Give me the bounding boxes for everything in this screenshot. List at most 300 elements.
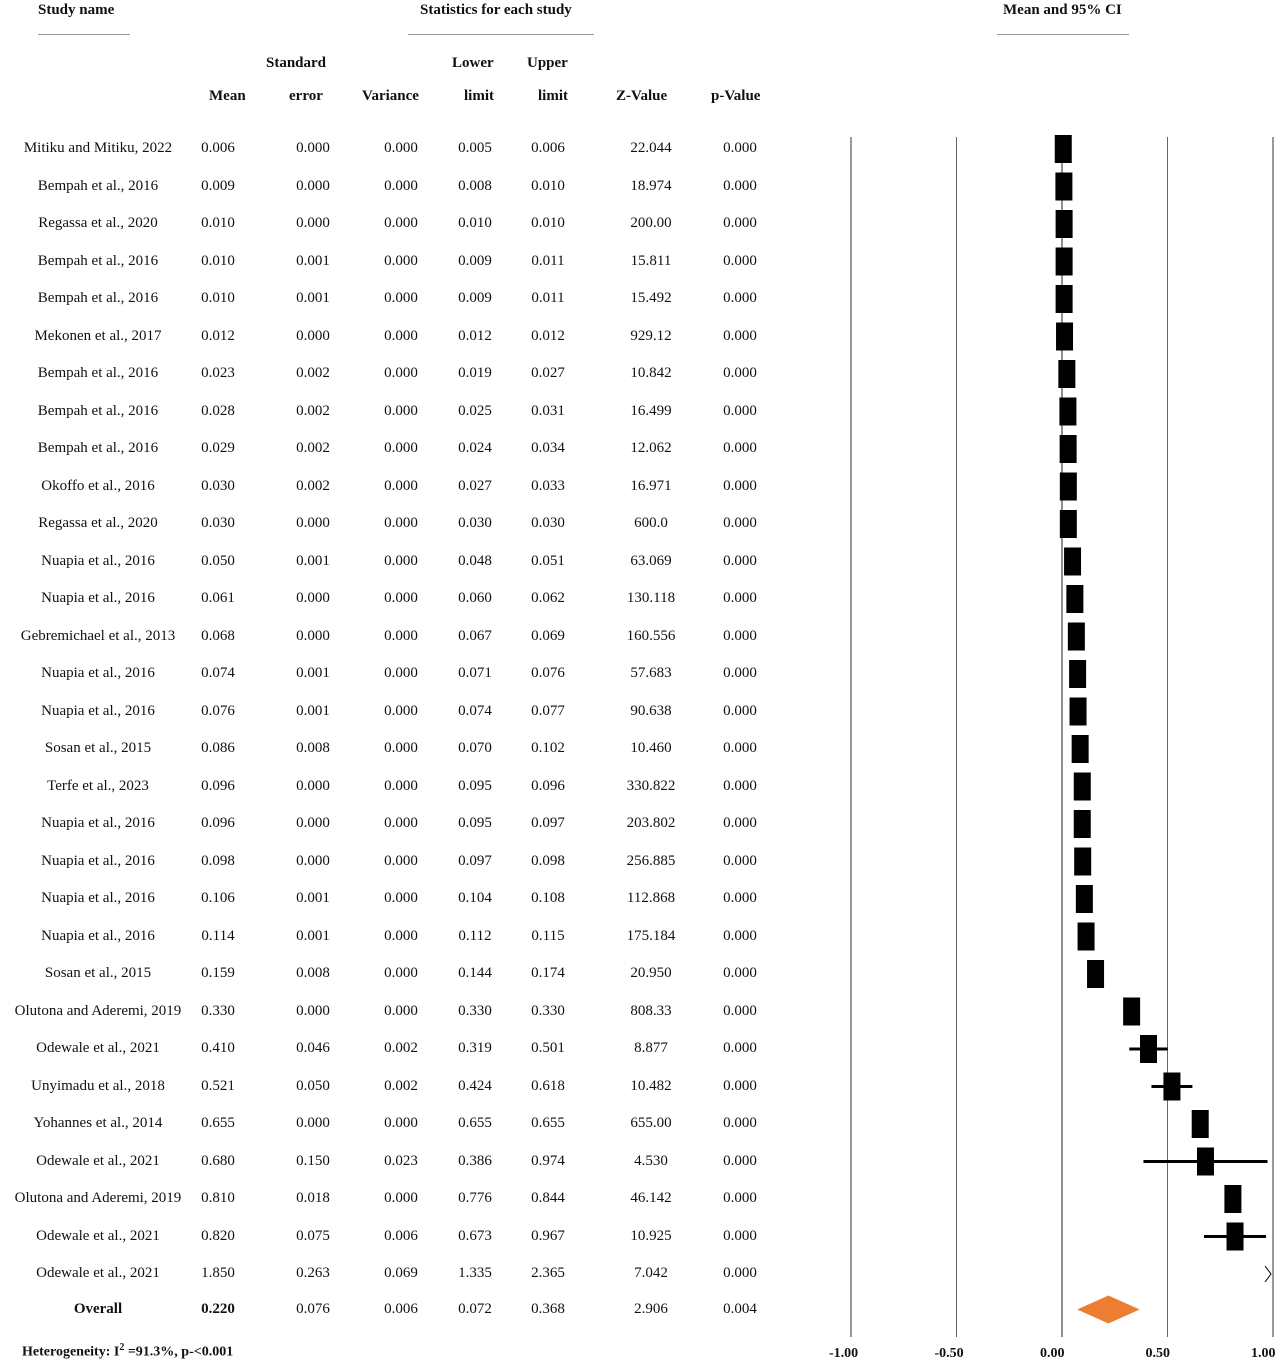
upper-cell: 0.012 xyxy=(531,327,565,344)
mean-cell: 0.521 xyxy=(201,1077,235,1094)
study-box-marker xyxy=(1058,360,1075,388)
variance-cell: 0.000 xyxy=(384,665,418,681)
study-box-marker xyxy=(1070,698,1087,726)
lower-cell: 0.067 xyxy=(458,627,492,644)
study-name-cell: Bempah et al., 2016 xyxy=(37,290,159,306)
z-cell: 10.842 xyxy=(630,365,672,381)
overall-label: Overall xyxy=(73,1300,123,1317)
study-name-cell: Olutona and Aderemi, 2019 xyxy=(14,1190,182,1206)
se-cell: 0.001 xyxy=(296,890,330,906)
se-cell: 0.000 xyxy=(296,327,330,344)
z-cell: 2.906 xyxy=(634,1300,668,1317)
study-box-marker xyxy=(1197,1148,1214,1176)
upper-cell: 0.174 xyxy=(531,965,565,981)
upper-cell: 0.501 xyxy=(531,1040,565,1056)
study-box-marker xyxy=(1224,1185,1241,1213)
lower-cell: 0.070 xyxy=(458,740,492,756)
p-cell: 0.000 xyxy=(723,290,757,306)
se-cell: 0.000 xyxy=(296,627,330,644)
z-cell: 929.12 xyxy=(630,327,672,344)
z-cell: 20.950 xyxy=(630,965,672,981)
z-cell: 15.492 xyxy=(630,290,672,306)
mean-cell: 0.050 xyxy=(201,552,235,569)
lower-cell: 0.009 xyxy=(458,252,492,269)
variance-cell: 0.000 xyxy=(384,1115,418,1131)
study-name-cell: Bempah et al., 2016 xyxy=(37,177,159,194)
study-name-cell: Nuapia et al., 2016 xyxy=(41,815,155,831)
z-cell: 10.482 xyxy=(630,1077,672,1094)
z-cell: 4.530 xyxy=(634,1152,668,1169)
study-name-cell: Odewale et al., 2021 xyxy=(36,1227,160,1244)
p-cell: 0.000 xyxy=(723,177,757,194)
study-box-marker xyxy=(1056,210,1073,238)
z-cell: 57.683 xyxy=(630,665,672,681)
upper-cell: 0.010 xyxy=(531,215,565,231)
se-cell: 0.263 xyxy=(296,1265,330,1281)
se-cell: 0.050 xyxy=(296,1077,330,1094)
p-cell: 0.000 xyxy=(723,590,757,606)
study-name-cell: Sosan et al., 2015 xyxy=(44,740,152,756)
p-cell: 0.000 xyxy=(723,1265,757,1281)
variance-cell: 0.006 xyxy=(384,1300,418,1317)
se-cell: 0.076 xyxy=(296,1300,330,1317)
upper-cell: 0.974 xyxy=(531,1152,565,1169)
upper-cell: 0.618 xyxy=(531,1077,565,1094)
mean-cell: 1.850 xyxy=(201,1265,235,1281)
study-box-marker xyxy=(1064,548,1081,576)
se-cell: 0.002 xyxy=(296,477,330,494)
study-box-marker xyxy=(1056,248,1073,276)
offscale-arrow-marker xyxy=(1265,1266,1271,1282)
mean-cell: 0.220 xyxy=(201,1300,235,1317)
lower-cell: 0.071 xyxy=(458,665,492,681)
z-cell: 7.042 xyxy=(634,1265,668,1281)
mean-header: Mean xyxy=(209,88,246,104)
lower-cell: 0.024 xyxy=(458,440,492,456)
se-cell: 0.000 xyxy=(296,815,330,831)
variance-cell: 0.000 xyxy=(384,927,418,944)
se-cell: 0.150 xyxy=(296,1152,330,1169)
study-box-marker xyxy=(1072,735,1089,763)
se-header-line1: Standard xyxy=(266,55,327,71)
study-box-marker xyxy=(1227,1223,1244,1251)
se-cell: 0.000 xyxy=(296,177,330,194)
study-name-cell: Nuapia et al., 2016 xyxy=(41,890,155,906)
x-tick-label: -1.00 xyxy=(829,1346,859,1361)
z-cell: 203.802 xyxy=(626,815,676,831)
mean-cell: 0.655 xyxy=(201,1115,235,1131)
se-cell: 0.046 xyxy=(296,1040,330,1056)
p-cell: 0.000 xyxy=(723,852,757,869)
p-cell: 0.000 xyxy=(723,1227,757,1244)
p-cell: 0.000 xyxy=(723,777,757,794)
study-name-cell: Regassa et al., 2020 xyxy=(38,515,158,531)
p-cell: 0.000 xyxy=(723,327,757,344)
upper-cell: 0.011 xyxy=(531,252,565,269)
mean-cell: 0.068 xyxy=(201,627,235,644)
study-name-cell: Unyimadu et al., 2018 xyxy=(31,1077,165,1094)
se-cell: 0.000 xyxy=(296,515,330,531)
upper-cell: 0.102 xyxy=(531,740,565,756)
p-header: p-Value xyxy=(711,88,761,104)
study-name-cell: Sosan et al., 2015 xyxy=(44,965,152,981)
mean-cell: 0.010 xyxy=(201,215,235,231)
se-cell: 0.018 xyxy=(296,1190,330,1206)
lower-cell: 0.005 xyxy=(458,140,492,156)
study-box-marker xyxy=(1060,510,1077,538)
se-cell: 0.008 xyxy=(296,965,330,981)
mean-cell: 0.096 xyxy=(201,815,235,831)
mean-cell: 0.029 xyxy=(201,440,235,456)
heterogeneity-prefix: Heterogeneity: I xyxy=(22,1344,120,1360)
study-name-cell: Bempah et al., 2016 xyxy=(37,365,159,381)
study-box-marker xyxy=(1060,473,1077,501)
mean-cell: 0.028 xyxy=(201,402,235,419)
study-box-marker xyxy=(1076,885,1093,913)
heterogeneity-note xyxy=(22,1342,233,1361)
variance-cell: 0.000 xyxy=(384,890,418,906)
z-cell: 112.868 xyxy=(626,890,676,906)
lower-cell: 0.030 xyxy=(458,515,492,531)
p-cell: 0.000 xyxy=(723,927,757,944)
lower-cell: 0.008 xyxy=(458,177,492,194)
se-cell: 0.001 xyxy=(296,252,330,269)
mean-cell: 0.820 xyxy=(201,1227,235,1244)
p-cell: 0.000 xyxy=(723,1077,757,1094)
upper-cell: 0.097 xyxy=(531,815,565,831)
study-name-cell: Bempah et al., 2016 xyxy=(37,440,159,456)
mean-cell: 0.009 xyxy=(201,177,235,194)
lower-cell: 1.335 xyxy=(458,1265,492,1281)
z-cell: 46.142 xyxy=(630,1190,672,1206)
p-cell: 0.000 xyxy=(723,552,757,569)
se-header-line2: error xyxy=(289,88,323,104)
z-cell: 22.044 xyxy=(630,140,672,156)
variance-cell: 0.000 xyxy=(384,402,418,419)
lower-header-line1: Lower xyxy=(452,55,494,71)
upper-cell: 0.010 xyxy=(531,177,565,194)
study-box-marker xyxy=(1192,1110,1209,1138)
z-cell: 15.811 xyxy=(630,252,672,269)
z-header: Z-Value xyxy=(616,88,668,104)
z-cell: 63.069 xyxy=(630,552,672,569)
mean-cell: 0.030 xyxy=(201,477,235,494)
p-cell: 0.000 xyxy=(723,702,757,719)
upper-cell: 0.096 xyxy=(531,777,565,794)
study-name-cell: Nuapia et al., 2016 xyxy=(41,590,155,606)
variance-cell: 0.000 xyxy=(384,365,418,381)
study-name-cell: Bempah et al., 2016 xyxy=(37,402,159,419)
mean-cell: 0.074 xyxy=(201,665,235,681)
upper-cell: 0.011 xyxy=(531,290,565,306)
upper-cell: 0.330 xyxy=(531,1002,565,1019)
study-name-cell: Nuapia et al., 2016 xyxy=(41,702,155,719)
upper-cell: 0.108 xyxy=(531,890,565,906)
z-cell: 16.499 xyxy=(630,402,672,419)
mean-cell: 0.061 xyxy=(201,590,235,606)
mean-cell: 0.030 xyxy=(201,515,235,531)
p-cell: 0.000 xyxy=(723,740,757,756)
lower-cell: 0.424 xyxy=(458,1077,492,1094)
se-cell: 0.000 xyxy=(296,140,330,156)
study-box-marker xyxy=(1055,173,1072,201)
p-cell: 0.000 xyxy=(723,365,757,381)
study-box-marker xyxy=(1060,435,1077,463)
lower-cell: 0.010 xyxy=(458,215,492,231)
study-box-marker xyxy=(1055,135,1072,163)
variance-cell: 0.006 xyxy=(384,1227,418,1244)
se-cell: 0.008 xyxy=(296,740,330,756)
p-cell: 0.000 xyxy=(723,215,757,231)
variance-cell: 0.000 xyxy=(384,740,418,756)
overall-diamond xyxy=(1077,1296,1139,1324)
variance-cell: 0.000 xyxy=(384,1002,418,1019)
study-name-cell: Gebremichael et al., 2013 xyxy=(20,627,176,644)
upper-cell: 0.077 xyxy=(531,702,565,719)
x-tick-label: 0.00 xyxy=(1040,1346,1065,1361)
variance-cell: 0.000 xyxy=(384,252,418,269)
study-box-marker xyxy=(1069,660,1086,688)
upper-cell: 0.069 xyxy=(531,627,565,644)
upper-cell: 0.027 xyxy=(531,365,565,381)
z-cell: 10.460 xyxy=(630,740,672,756)
lower-cell: 0.048 xyxy=(458,552,492,569)
study-name-cell: Regassa et al., 2020 xyxy=(38,215,158,231)
variance-cell: 0.000 xyxy=(384,815,418,831)
p-cell: 0.000 xyxy=(723,1115,757,1131)
study-box-marker xyxy=(1066,585,1083,613)
mean-cell: 0.098 xyxy=(201,852,235,869)
p-cell: 0.000 xyxy=(723,1152,757,1169)
lower-cell: 0.104 xyxy=(458,890,492,906)
p-cell: 0.000 xyxy=(723,965,757,981)
p-cell: 0.000 xyxy=(723,402,757,419)
mean-cell: 0.086 xyxy=(201,740,235,756)
upper-cell: 0.844 xyxy=(531,1190,565,1206)
p-cell: 0.000 xyxy=(723,627,757,644)
x-tick-label: 1.00 xyxy=(1251,1346,1276,1361)
upper-cell: 0.006 xyxy=(531,140,565,156)
upper-cell: 2.365 xyxy=(531,1265,565,1281)
variance-cell: 0.000 xyxy=(384,477,418,494)
study-name-cell: Okoffo et al., 2016 xyxy=(41,477,155,494)
mean-cell: 0.023 xyxy=(201,365,235,381)
z-cell: 175.184 xyxy=(626,927,676,944)
variance-cell: 0.000 xyxy=(384,777,418,794)
variance-cell: 0.000 xyxy=(384,515,418,531)
variance-cell: 0.000 xyxy=(384,965,418,981)
mean-cell: 0.159 xyxy=(201,965,235,981)
lower-cell: 0.074 xyxy=(458,702,492,719)
se-cell: 0.001 xyxy=(296,290,330,306)
upper-cell: 0.062 xyxy=(531,590,565,606)
lower-cell: 0.095 xyxy=(458,815,492,831)
upper-cell: 0.098 xyxy=(531,852,565,869)
variance-cell: 0.023 xyxy=(384,1152,418,1169)
lower-cell: 0.019 xyxy=(458,365,492,381)
variance-cell: 0.000 xyxy=(384,440,418,456)
variance-cell: 0.000 xyxy=(384,327,418,344)
mean-cell: 0.680 xyxy=(201,1152,235,1169)
p-cell: 0.000 xyxy=(723,1190,757,1206)
upper-cell: 0.076 xyxy=(531,665,565,681)
se-cell: 0.001 xyxy=(296,702,330,719)
mean-cell: 0.106 xyxy=(201,890,235,906)
z-cell: 200.00 xyxy=(630,215,672,231)
heterogeneity-suffix: =91.3%, p-<0.001 xyxy=(124,1344,234,1360)
study-box-marker xyxy=(1074,773,1091,801)
mean-cell: 0.114 xyxy=(201,927,235,944)
study-box-marker xyxy=(1074,848,1091,876)
upper-cell: 0.030 xyxy=(531,515,565,531)
p-cell: 0.000 xyxy=(723,140,757,156)
study-name-cell: Bempah et al., 2016 xyxy=(37,252,159,269)
study-box-marker xyxy=(1074,810,1091,838)
se-cell: 0.000 xyxy=(296,215,330,231)
mean-cell: 0.410 xyxy=(201,1040,235,1056)
p-cell: 0.000 xyxy=(723,477,757,494)
p-cell: 0.000 xyxy=(723,665,757,681)
mean-cell: 0.330 xyxy=(201,1002,235,1019)
variance-cell: 0.002 xyxy=(384,1077,418,1094)
stats-title: Statistics for each study xyxy=(420,2,572,18)
lower-cell: 0.095 xyxy=(458,777,492,794)
se-cell: 0.000 xyxy=(296,852,330,869)
study-name-cell: Nuapia et al., 2016 xyxy=(41,852,155,869)
lower-cell: 0.144 xyxy=(458,965,492,981)
variance-cell: 0.000 xyxy=(384,177,418,194)
se-cell: 0.000 xyxy=(296,777,330,794)
upper-cell: 0.051 xyxy=(531,552,565,569)
lower-cell: 0.072 xyxy=(458,1300,492,1317)
z-cell: 808.33 xyxy=(630,1002,672,1019)
lower-cell: 0.112 xyxy=(458,927,492,944)
p-cell: 0.004 xyxy=(723,1300,757,1317)
variance-header: Variance xyxy=(362,88,419,104)
study-box-marker xyxy=(1078,923,1095,951)
study-box-marker xyxy=(1163,1073,1180,1101)
variance-cell: 0.000 xyxy=(384,702,418,719)
z-cell: 18.974 xyxy=(630,177,672,194)
study-name-cell: Odewale et al., 2021 xyxy=(36,1265,160,1281)
z-cell: 655.00 xyxy=(630,1115,672,1131)
lower-cell: 0.027 xyxy=(458,477,492,494)
study-box-marker xyxy=(1087,960,1104,988)
z-cell: 160.556 xyxy=(626,627,676,644)
x-tick-label: -0.50 xyxy=(934,1346,964,1361)
upper-header-line2: limit xyxy=(538,88,568,104)
lower-cell: 0.012 xyxy=(458,327,492,344)
mean-cell: 0.010 xyxy=(201,252,235,269)
variance-cell: 0.000 xyxy=(384,290,418,306)
ci-title: Mean and 95% CI xyxy=(1003,2,1122,18)
study-name-cell: Nuapia et al., 2016 xyxy=(41,927,155,944)
study-name-cell: Olutona and Aderemi, 2019 xyxy=(14,1002,182,1019)
study-name-cell: Odewale et al., 2021 xyxy=(36,1152,160,1169)
lower-cell: 0.009 xyxy=(458,290,492,306)
study-name-header: Study name xyxy=(38,2,115,18)
variance-cell: 0.069 xyxy=(384,1265,418,1281)
p-cell: 0.000 xyxy=(723,515,757,531)
variance-cell: 0.000 xyxy=(384,215,418,231)
lower-cell: 0.655 xyxy=(458,1115,492,1131)
se-cell: 0.000 xyxy=(296,590,330,606)
heterogeneity-sup: 2 xyxy=(119,1342,125,1353)
variance-cell: 0.002 xyxy=(384,1040,418,1056)
se-cell: 0.001 xyxy=(296,927,330,944)
se-cell: 0.000 xyxy=(296,1002,330,1019)
upper-cell: 0.967 xyxy=(531,1227,565,1244)
se-cell: 0.002 xyxy=(296,402,330,419)
variance-cell: 0.000 xyxy=(384,852,418,869)
lower-cell: 0.097 xyxy=(458,852,492,869)
lower-cell: 0.386 xyxy=(458,1152,492,1169)
se-cell: 0.075 xyxy=(296,1227,330,1244)
lower-cell: 0.319 xyxy=(458,1040,492,1056)
study-box-marker xyxy=(1123,998,1140,1026)
z-cell: 600.0 xyxy=(634,515,668,531)
study-name-cell: Yohannes et al., 2014 xyxy=(33,1115,163,1131)
variance-cell: 0.000 xyxy=(384,627,418,644)
se-cell: 0.002 xyxy=(296,440,330,456)
study-name-cell: Mitiku and Mitiku, 2022 xyxy=(23,140,173,156)
se-cell: 0.000 xyxy=(296,1115,330,1131)
study-box-marker xyxy=(1059,398,1076,426)
p-cell: 0.000 xyxy=(723,1002,757,1019)
p-cell: 0.000 xyxy=(723,440,757,456)
z-cell: 256.885 xyxy=(626,852,676,869)
z-cell: 130.118 xyxy=(626,590,676,606)
study-name-cell: Nuapia et al., 2016 xyxy=(41,552,155,569)
lower-cell: 0.025 xyxy=(458,402,492,419)
variance-cell: 0.000 xyxy=(384,140,418,156)
upper-cell: 0.033 xyxy=(531,477,565,494)
mean-cell: 0.010 xyxy=(201,290,235,306)
mean-cell: 0.006 xyxy=(201,140,235,156)
study-name-cell: Odewale et al., 2021 xyxy=(36,1040,160,1056)
p-cell: 0.000 xyxy=(723,1040,757,1056)
z-cell: 330.822 xyxy=(626,777,676,794)
lower-header-line2: limit xyxy=(464,88,494,104)
lower-cell: 0.060 xyxy=(458,590,492,606)
study-box-marker xyxy=(1056,323,1073,351)
study-box-marker xyxy=(1068,623,1085,651)
variance-cell: 0.000 xyxy=(384,1190,418,1206)
mean-cell: 0.076 xyxy=(201,702,235,719)
lower-cell: 0.776 xyxy=(458,1190,492,1206)
mean-cell: 0.012 xyxy=(201,327,235,344)
p-cell: 0.000 xyxy=(723,890,757,906)
se-cell: 0.001 xyxy=(296,552,330,569)
upper-cell: 0.031 xyxy=(531,402,565,419)
p-cell: 0.000 xyxy=(723,815,757,831)
study-box-marker xyxy=(1056,285,1073,313)
lower-cell: 0.330 xyxy=(458,1002,492,1019)
variance-cell: 0.000 xyxy=(384,552,418,569)
lower-cell: 0.673 xyxy=(458,1227,492,1244)
variance-cell: 0.000 xyxy=(384,590,418,606)
study-name-cell: Nuapia et al., 2016 xyxy=(41,665,155,681)
z-cell: 8.877 xyxy=(634,1040,668,1056)
mean-cell: 0.096 xyxy=(201,777,235,794)
study-box-marker xyxy=(1140,1035,1157,1063)
x-tick-label: 0.50 xyxy=(1145,1346,1170,1361)
upper-cell: 0.034 xyxy=(531,440,565,456)
study-name-cell: Mekonen et al., 2017 xyxy=(34,327,162,344)
z-cell: 90.638 xyxy=(630,702,672,719)
upper-cell: 0.368 xyxy=(531,1300,565,1317)
upper-cell: 0.115 xyxy=(531,927,565,944)
